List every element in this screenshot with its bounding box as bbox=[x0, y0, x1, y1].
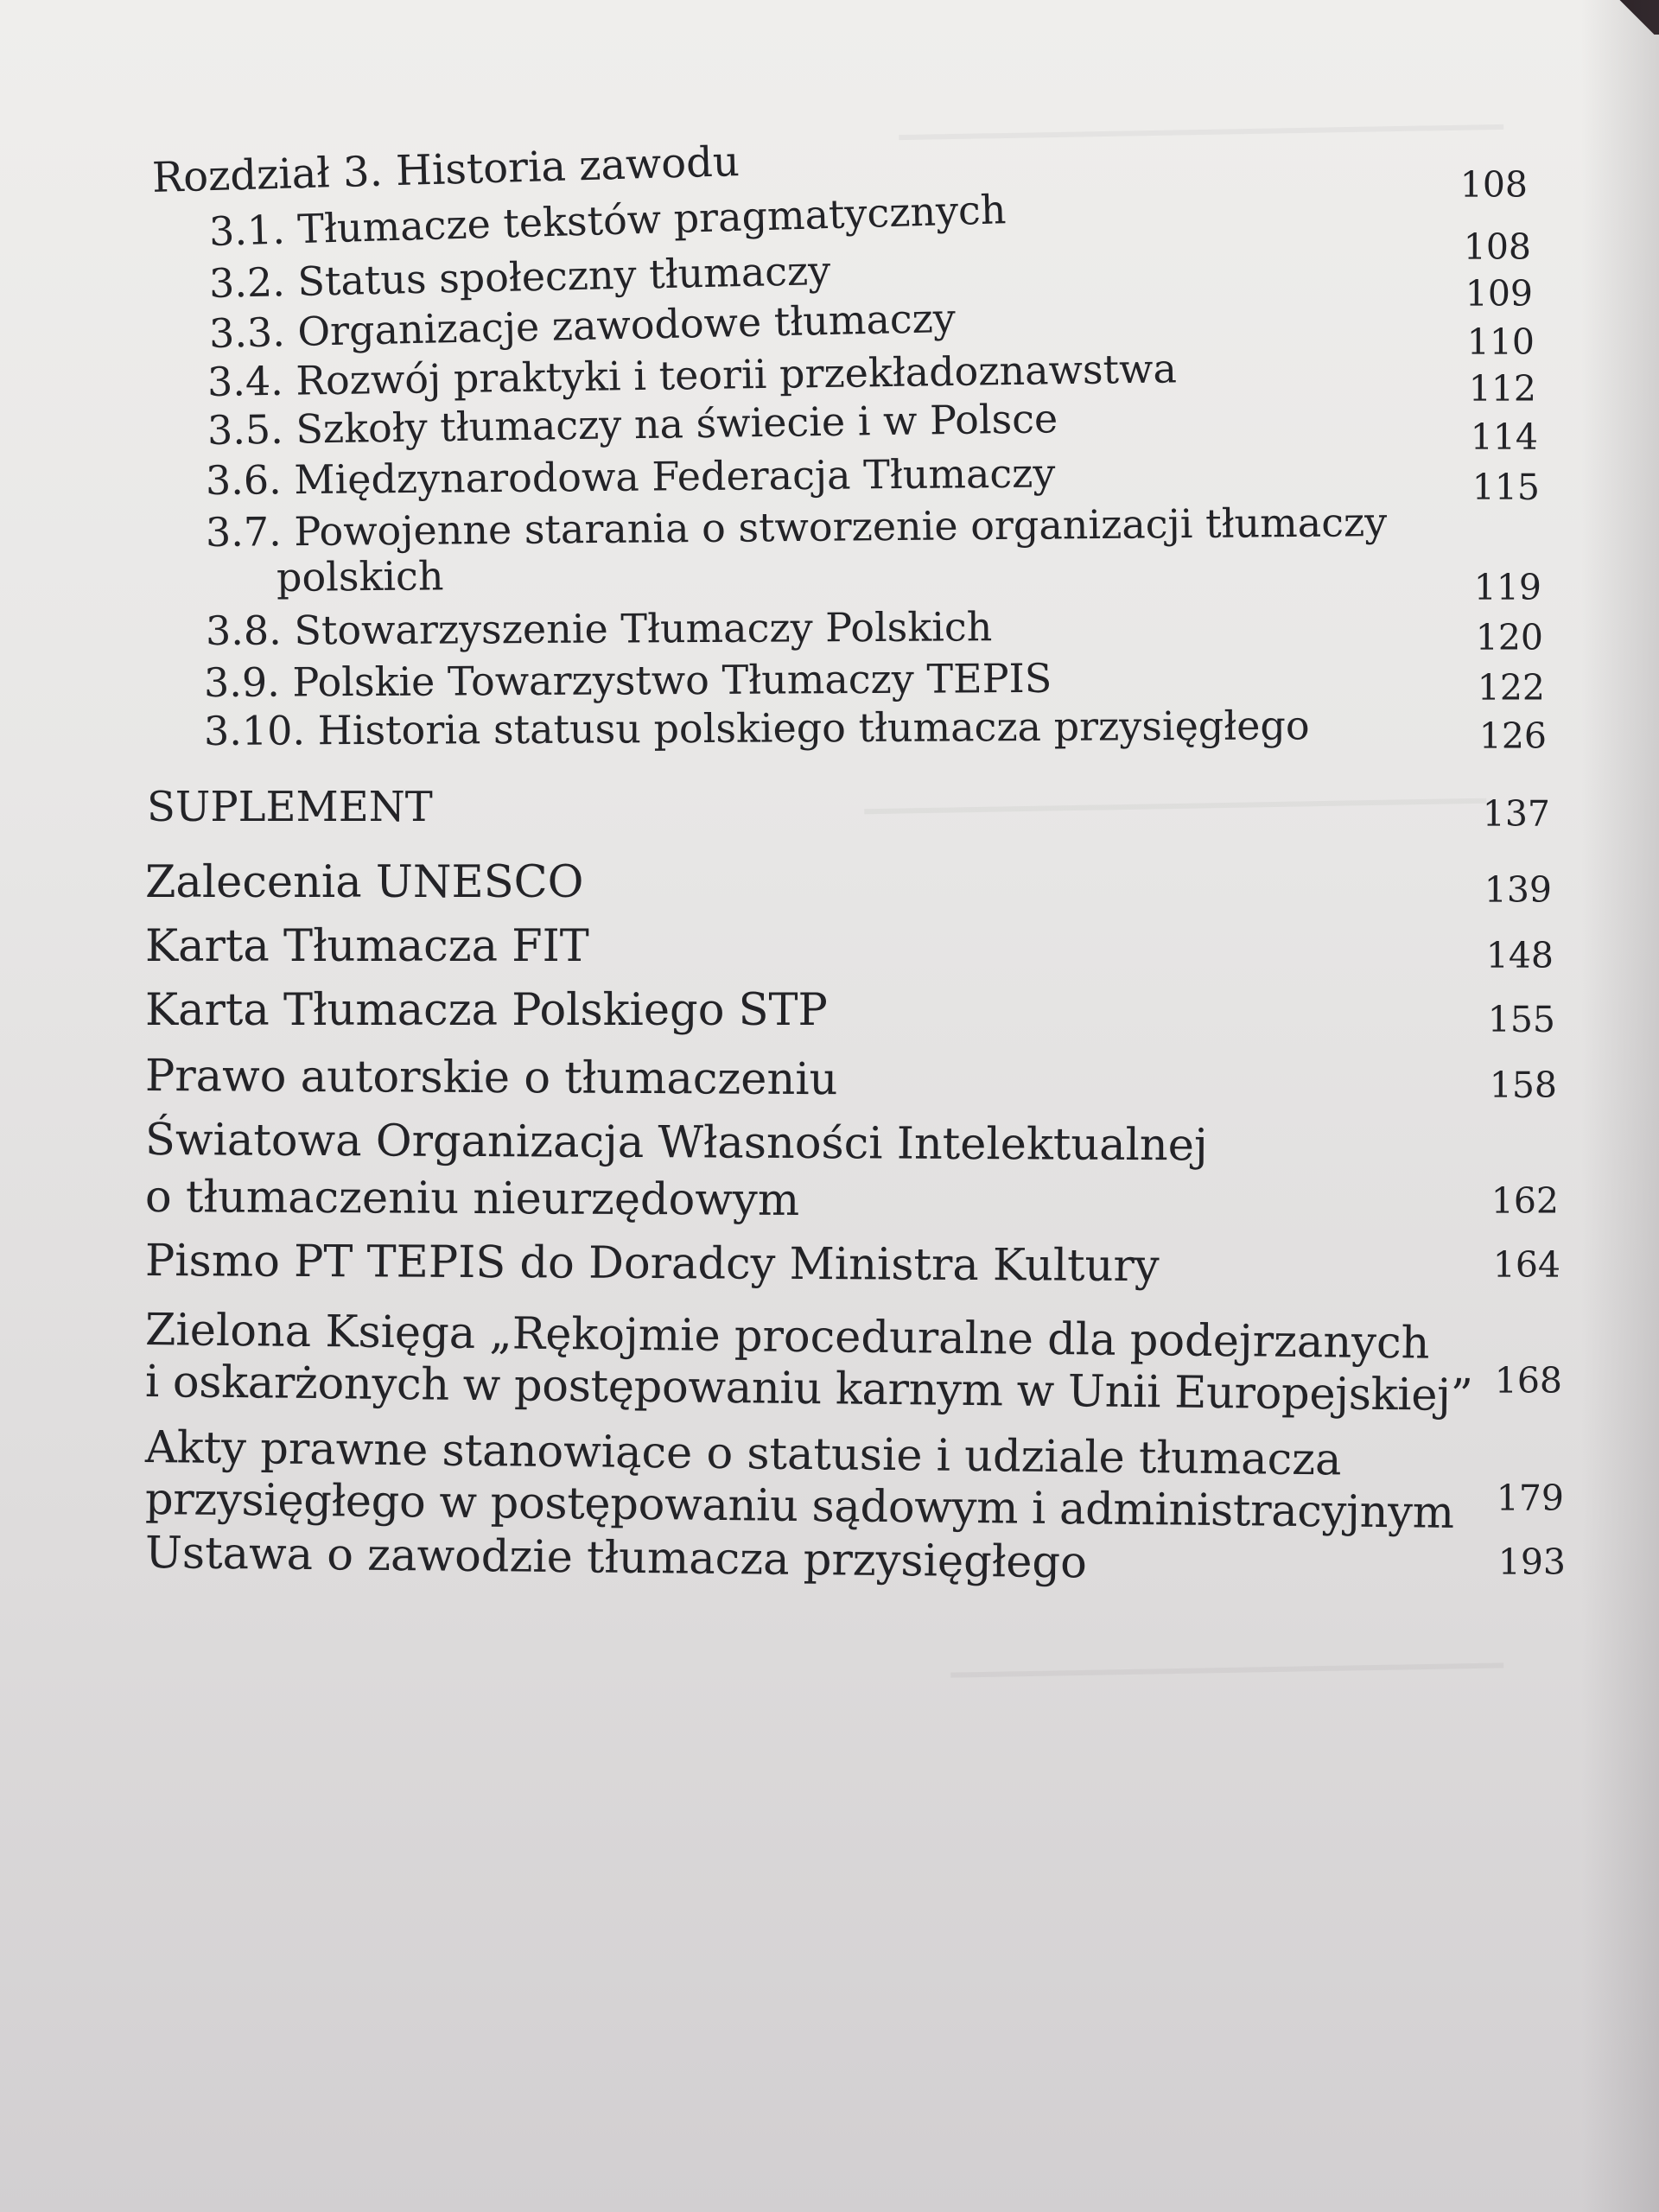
supplement-entry-green-paper-continued: i oskarżonych w postępowaniu karnym w Unii Europejskiej” bbox=[144, 1357, 1473, 1422]
supplement-entry-tepis-letter: Pismo PT TEPIS do Doradcy Ministra Kultury bbox=[144, 1236, 1160, 1293]
supplement-entry-copyright: Prawo autorskie o tłumaczeniu bbox=[144, 1051, 838, 1106]
page-number: 179 bbox=[1496, 1478, 1564, 1519]
page-number: 112 bbox=[1468, 368, 1536, 410]
page-number: 168 bbox=[1494, 1360, 1562, 1402]
page-number: 139 bbox=[1484, 869, 1552, 911]
toc-entry-3-8: 3.8. Stowarzyszenie Tłumaczy Polskich bbox=[205, 603, 993, 654]
page-number: 120 bbox=[1475, 617, 1543, 658]
page-number: 119 bbox=[1473, 567, 1541, 608]
supplement-entry-unesco: Zalecenia UNESCO bbox=[145, 857, 584, 908]
supplement-entry-stp: Karta Tłumacza Polskiego STP bbox=[145, 985, 828, 1036]
page-number: 115 bbox=[1471, 467, 1540, 508]
chapter-title: Rozdział 3. Historia zawodu bbox=[151, 137, 741, 202]
page-number: 148 bbox=[1485, 935, 1554, 976]
supplement-entry-green-paper: Zielona Księga „Rękojmie proceduralne dla podejrzanych bbox=[144, 1305, 1430, 1370]
page-number: 122 bbox=[1477, 667, 1545, 709]
supplement-entry-legal-acts: Akty prawne stanowiące o statusie i udziale tłumacza bbox=[144, 1422, 1342, 1486]
page-number: 193 bbox=[1497, 1541, 1566, 1583]
toc-entry-3-3: 3.3. Organizacje zawodowe tłumaczy bbox=[208, 294, 957, 357]
page-number: 137 bbox=[1482, 793, 1550, 835]
supplement-entry-legal-acts-continued: przysięgłego w postępowaniu sądowym i administracyjnym bbox=[144, 1474, 1455, 1539]
supplement-title: SUPLEMENT bbox=[147, 783, 433, 831]
page-number: 109 bbox=[1465, 273, 1533, 315]
toc-entry-3-7-continued: polskich bbox=[276, 552, 444, 601]
page-number: 164 bbox=[1492, 1244, 1560, 1286]
toc-entry-3-10: 3.10. Historia statusu polskiego tłumacza przysięgłego bbox=[203, 702, 1310, 754]
toc-entry-3-7: 3.7. Powojenne starania o stworzenie organizacji tłumaczy bbox=[205, 499, 1388, 556]
supplement-entry-fit: Karta Tłumacza FIT bbox=[145, 921, 589, 972]
toc-entry-3-9: 3.9. Polskie Towarzystwo Tłumaczy TEPIS bbox=[203, 654, 1052, 706]
toc-entry-3-4: 3.4. Rozwój praktyki i teorii przekładoznawstwa bbox=[207, 345, 1178, 405]
page-number: 158 bbox=[1489, 1065, 1557, 1106]
supplement-entry-wipo-continued: o tłumaczeniu nieurzędowym bbox=[144, 1172, 800, 1226]
page-number: 155 bbox=[1487, 999, 1555, 1040]
page-number: 110 bbox=[1466, 321, 1535, 363]
page-number: 108 bbox=[1459, 164, 1528, 206]
supplement-entry-wipo: Światowa Organizacja Własności Intelektualnej bbox=[144, 1115, 1208, 1172]
toc-entry-3-6: 3.6. Międzynarodowa Federacja Tłumaczy bbox=[205, 449, 1056, 504]
supplement-entry-act: Ustawa o zawodzie tłumacza przysięgłego bbox=[144, 1528, 1088, 1589]
page-number: 126 bbox=[1478, 715, 1547, 757]
toc-entry-3-1: 3.1. Tłumacze tekstów pragmatycznych bbox=[208, 186, 1007, 255]
toc-entry-3-2: 3.2. Status społeczny tłumaczy bbox=[208, 246, 831, 307]
page-number: 114 bbox=[1470, 416, 1538, 458]
page-number: 108 bbox=[1463, 226, 1531, 268]
toc-entry-3-5: 3.5. Szkoły tłumaczy na świecie i w Polsce bbox=[207, 395, 1058, 454]
page-number: 162 bbox=[1491, 1180, 1559, 1222]
